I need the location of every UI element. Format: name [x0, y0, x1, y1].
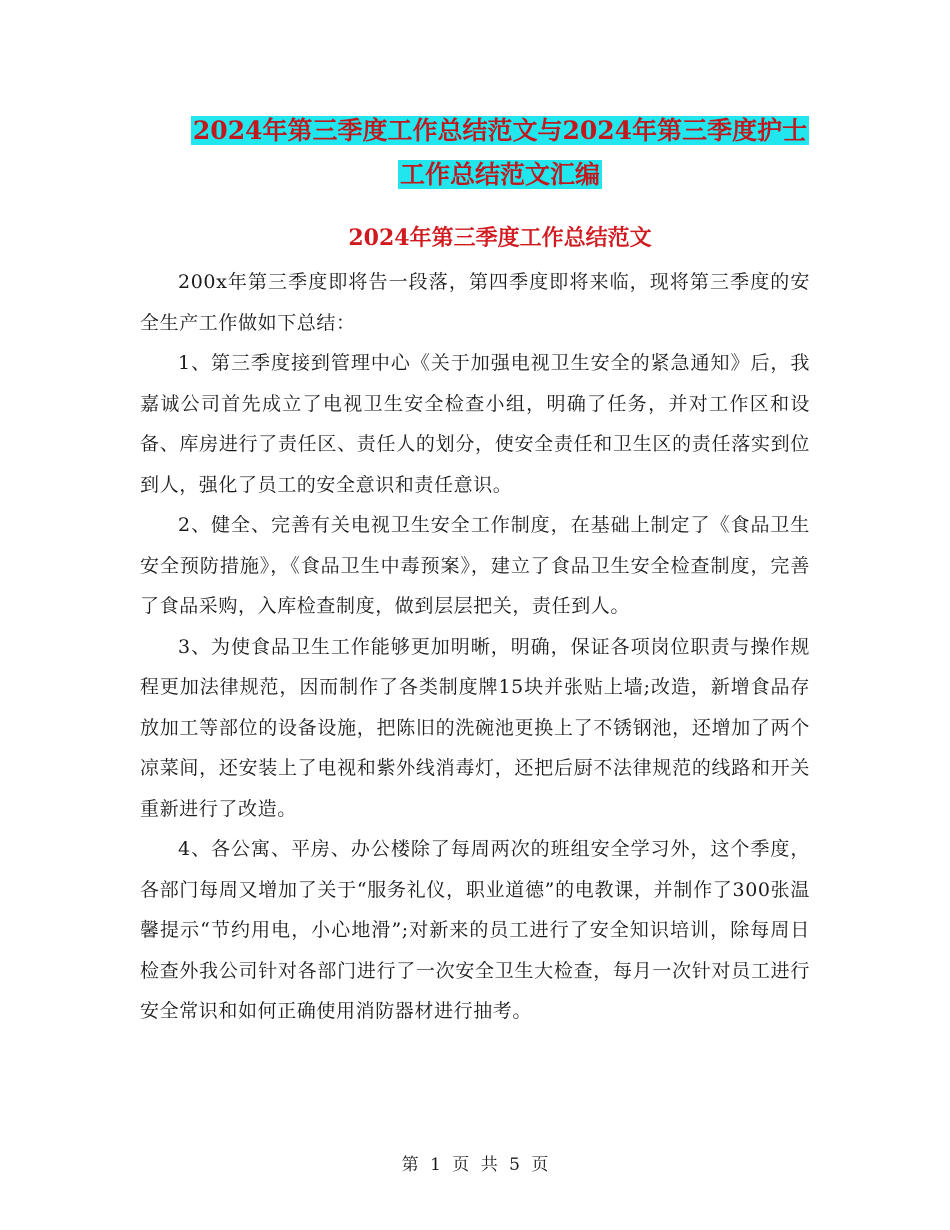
title-highlight: 2024年第三季度工作总结范文与2024年第三季度护士 [192, 116, 808, 145]
document-body [140, 262, 810, 1032]
paragraph-item-1: 1、第三季度接到管理中心《关于加强电视卫生安全的紧急通知》后，我嘉诚公司首先成立了电视卫生安全检查小组，明确了任务，并对工作区和设备、库房进行了责任区、责任人的划分，使安全责任和卫生区的责任落实到位到人，强化了员工的安全意识和责任意识。 [140, 352, 810, 496]
document-title-line-1 [140, 108, 860, 153]
title-highlight: 工作总结范文汇编 [399, 160, 600, 189]
paragraph-item-4: 4、各公寓、平房、办公楼除了每周两次的班组安全学习外，这个季度，各部门每周又增加了关于“服务礼仪，职业道德”的电教课，并制作了300张温馨提示“节约用电，小心地滑”;对新来的员工进行了安全知识培训，除每周日检查外我公司针对各部门进行了一次安全卫生大检查，每月一次针对员工进行安全常识和如何正确使用消防器材进行抽考。 [140, 838, 810, 1022]
page-footer: 第 1 页 共 5 页 [401, 1155, 549, 1175]
paragraph-item-3: 3、为使食品卫生工作能够更加明晰，明确，保证各项岗位职责与操作规程更加法律规范，因而制作了各类制度牌15块并张贴上墙;改造，新增食品存放加工等部位的设备设施，把陈旧的洗碗池更换上了不锈钢池，还增加了两个凉菜间，还安装上了电视和紫外线消毒灯，还把后厨不法律规范的线路和开关重新进行了改造。 [140, 635, 810, 820]
document-title-line-2 [140, 152, 860, 197]
paragraph-item-2: 2、健全、完善有关电视卫生安全工作制度，在基础上制定了《食品卫生安全预防措施》，《食品卫生中毒预案》，建立了食品卫生安全检查制度，完善了食品采购，入库检查制度，做到层层把关，责任到人。 [140, 514, 810, 617]
paragraph-intro: 200x年第三季度即将告一段落，第四季度即将来临，现将第三季度的安全生产工作做如下总结： [140, 271, 810, 334]
section-title: 2024年第三季度工作总结范文 [348, 225, 652, 251]
